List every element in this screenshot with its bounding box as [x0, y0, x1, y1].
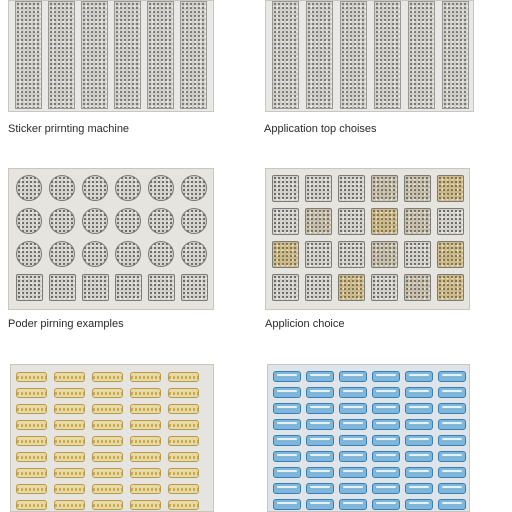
texture-circle [16, 208, 42, 234]
gold-label [54, 468, 85, 478]
blue-label [306, 403, 334, 414]
gold-label [130, 500, 161, 510]
gold-label-panel [10, 364, 214, 512]
texture-square [305, 274, 332, 301]
blue-label [306, 371, 334, 382]
texture-square [437, 241, 464, 268]
gold-label [168, 372, 199, 382]
blue-label [306, 419, 334, 430]
texture-square [272, 241, 299, 268]
blue-label [405, 483, 433, 494]
texture-square [404, 274, 431, 301]
blue-label [306, 387, 334, 398]
blue-label [306, 499, 334, 510]
texture-strip [48, 1, 75, 109]
gold-label [16, 420, 47, 430]
blue-label [339, 419, 367, 430]
gold-label [54, 372, 85, 382]
gold-label [130, 452, 161, 462]
gold-label [130, 484, 161, 494]
blue-label [405, 387, 433, 398]
blue-label [273, 371, 301, 382]
texture-circle [181, 241, 207, 267]
texture-square [371, 274, 398, 301]
blue-label [372, 403, 400, 414]
blue-label [438, 387, 466, 398]
texture-strip [408, 1, 435, 109]
texture-square [305, 241, 332, 268]
poder-printing-sample[interactable] [8, 168, 214, 310]
application-top-sample[interactable] [265, 0, 474, 112]
gold-label [130, 436, 161, 446]
texture-square [148, 274, 175, 301]
blue-label [273, 387, 301, 398]
blue-label [273, 483, 301, 494]
strip-panel-right [265, 0, 474, 112]
texture-circle [115, 175, 141, 201]
circle-square-panel [8, 168, 214, 310]
gold-label [54, 484, 85, 494]
texture-circle [82, 241, 108, 267]
texture-square [371, 208, 398, 235]
blue-label [339, 403, 367, 414]
blue-label [339, 387, 367, 398]
gold-label [92, 468, 123, 478]
texture-square [437, 175, 464, 202]
blue-label [306, 451, 334, 462]
gold-label [54, 452, 85, 462]
texture-circle [148, 208, 174, 234]
blue-label [405, 403, 433, 414]
texture-circle [181, 208, 207, 234]
gold-label [16, 484, 47, 494]
gold-label [130, 372, 161, 382]
texture-square [181, 274, 208, 301]
texture-strip [306, 1, 333, 109]
gold-label [92, 372, 123, 382]
blue-label [306, 467, 334, 478]
texture-circle [49, 241, 75, 267]
blue-label [306, 435, 334, 446]
gold-label [54, 404, 85, 414]
blue-label [372, 387, 400, 398]
gold-label [168, 500, 199, 510]
texture-strip [340, 1, 367, 109]
texture-strip [374, 1, 401, 109]
texture-square [305, 208, 332, 235]
gold-label [168, 484, 199, 494]
texture-square [16, 274, 43, 301]
blue-label [438, 419, 466, 430]
gold-label [168, 404, 199, 414]
blue-label [405, 451, 433, 462]
gold-label [16, 468, 47, 478]
blue-label [273, 435, 301, 446]
blue-label [438, 483, 466, 494]
texture-square [404, 175, 431, 202]
gold-label [92, 484, 123, 494]
blue-label [372, 467, 400, 478]
texture-square [338, 208, 365, 235]
texture-circle [82, 175, 108, 201]
blue-label [339, 483, 367, 494]
caption-poder-printing: Poder pirning examples [8, 318, 124, 330]
texture-square [115, 274, 142, 301]
texture-square [49, 274, 76, 301]
texture-strip [81, 1, 108, 109]
texture-circle [16, 241, 42, 267]
texture-strip [15, 1, 42, 109]
blue-label [306, 483, 334, 494]
blue-label [372, 435, 400, 446]
blue-label [273, 419, 301, 430]
gold-label [168, 452, 199, 462]
gold-label [92, 404, 123, 414]
texture-square [82, 274, 109, 301]
blue-label [339, 371, 367, 382]
blue-label [372, 371, 400, 382]
gold-label [54, 436, 85, 446]
gold-label [16, 388, 47, 398]
caption-applicion-choice: Applicion choice [265, 318, 345, 330]
texture-circle [49, 175, 75, 201]
gold-label [168, 388, 199, 398]
blue-label [273, 499, 301, 510]
texture-square [305, 175, 332, 202]
texture-circle [115, 208, 141, 234]
gold-label [92, 420, 123, 430]
gold-label [54, 388, 85, 398]
texture-circle [115, 241, 141, 267]
blue-label [405, 435, 433, 446]
blue-label-panel [267, 364, 470, 512]
blue-label [438, 371, 466, 382]
blue-label [339, 467, 367, 478]
texture-square [338, 175, 365, 202]
gold-label [54, 420, 85, 430]
blue-label [339, 499, 367, 510]
texture-square [404, 208, 431, 235]
gold-label [130, 388, 161, 398]
blue-label [405, 419, 433, 430]
texture-square [272, 175, 299, 202]
texture-square [272, 274, 299, 301]
sticker-machine-sample[interactable] [8, 0, 214, 112]
texture-circle [82, 208, 108, 234]
texture-circle [148, 241, 174, 267]
texture-square [371, 241, 398, 268]
strip-panel-left [8, 0, 214, 112]
gold-label [92, 452, 123, 462]
gold-label [168, 468, 199, 478]
blue-label [273, 451, 301, 462]
texture-circle [148, 175, 174, 201]
gold-label [16, 436, 47, 446]
blue-label [372, 499, 400, 510]
gold-label [54, 500, 85, 510]
texture-square [272, 208, 299, 235]
texture-circle [49, 208, 75, 234]
gold-label [130, 404, 161, 414]
texture-circle [181, 175, 207, 201]
blue-label [273, 467, 301, 478]
gold-label [92, 388, 123, 398]
texture-strip [114, 1, 141, 109]
blue-label [405, 371, 433, 382]
gold-label [16, 452, 47, 462]
blue-label [405, 467, 433, 478]
blue-label [339, 435, 367, 446]
applicion-choice-sample[interactable] [265, 168, 470, 310]
textured-square-panel [265, 168, 470, 310]
texture-strip [180, 1, 207, 109]
texture-square [437, 274, 464, 301]
blue-label [438, 499, 466, 510]
blue-label [339, 451, 367, 462]
texture-square [338, 274, 365, 301]
gold-label [16, 372, 47, 382]
gold-label [16, 500, 47, 510]
blue-label [273, 403, 301, 414]
blue-label [405, 499, 433, 510]
gold-label [130, 468, 161, 478]
blue-label [438, 467, 466, 478]
gold-label [168, 436, 199, 446]
blue-label [438, 435, 466, 446]
blue-label [372, 483, 400, 494]
texture-square [404, 241, 431, 268]
caption-sticker-machine: Sticker prirnting machine [8, 123, 130, 135]
blue-label [372, 419, 400, 430]
texture-strip [147, 1, 174, 109]
blue-label-sample[interactable] [267, 364, 470, 512]
gold-label [92, 500, 123, 510]
blue-label [372, 451, 400, 462]
gold-label [92, 436, 123, 446]
blue-label [438, 451, 466, 462]
gold-label-sample[interactable] [10, 364, 214, 512]
texture-strip [442, 1, 469, 109]
texture-square [437, 208, 464, 235]
caption-application-top: Application top choises [264, 123, 377, 135]
gold-label [130, 420, 161, 430]
texture-strip [272, 1, 299, 109]
blue-label [438, 403, 466, 414]
gold-label [168, 420, 199, 430]
texture-square [338, 241, 365, 268]
texture-circle [16, 175, 42, 201]
gold-label [16, 404, 47, 414]
texture-square [371, 175, 398, 202]
